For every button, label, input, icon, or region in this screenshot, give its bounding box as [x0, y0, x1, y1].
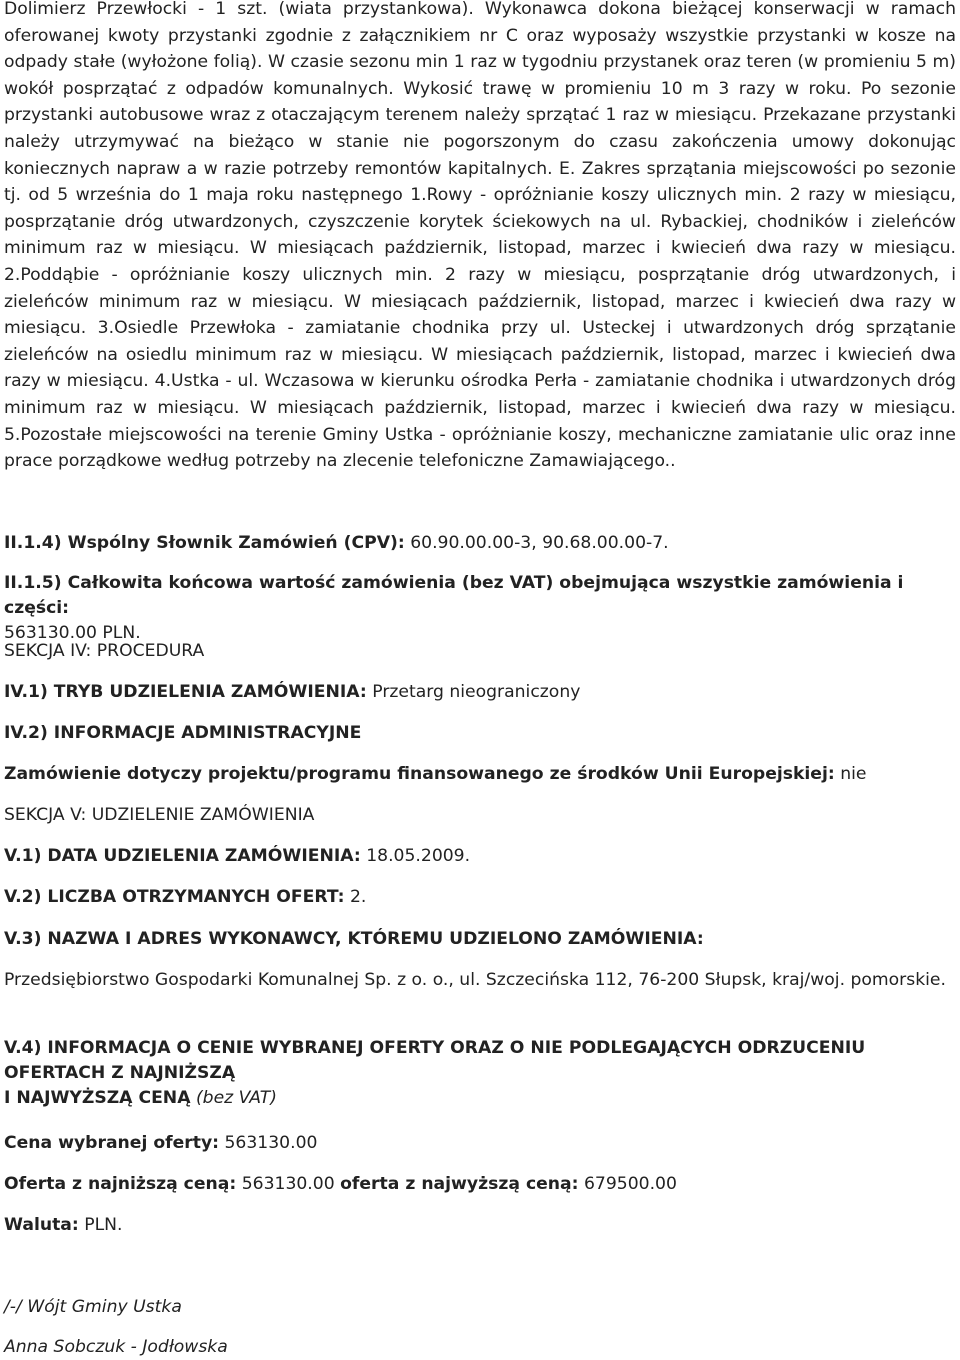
price-info-heading — [4, 1036, 956, 1111]
eu-funding-value: nie — [834, 764, 867, 784]
contractor-heading: V.3) NAZWA I ADRES WYKONAWCY, KTÓREMU UDZIELONO ZAMÓWIENIA: — [4, 929, 704, 949]
offers-count-value: 2. — [344, 887, 367, 907]
eu-funding-line — [4, 762, 956, 787]
cpv-value: 60.90.00.00-3, 90.68.00.00-7. — [404, 533, 669, 553]
eu-funding-label: Zamówienie dotyczy projektu/programu finansowanego ze środków Unii Europejskiej: — [4, 764, 835, 784]
cpv-label: II.1.4) Wspólny Słownik Zamówień (CPV): — [4, 533, 405, 553]
section-iv-heading: SEKCJA IV: PROCEDURA — [4, 641, 205, 661]
signature-title: /-/ Wójt Gminy Ustka — [4, 1297, 182, 1317]
highest-price-value: 679500.00 — [578, 1174, 677, 1194]
cpv-line — [4, 531, 956, 556]
currency-label: Waluta: — [4, 1215, 79, 1235]
admin-info-heading: IV.2) INFORMACJE ADMINISTRACYJNE — [4, 723, 362, 743]
price-info-line2: I NAJWYŻSZĄ CENĄ — [4, 1088, 191, 1108]
lowest-highest-line — [4, 1172, 956, 1197]
currency-line — [4, 1213, 956, 1238]
price-info-vat-note: (bez VAT) — [190, 1088, 277, 1108]
highest-price-label: oferta z najwyższą ceną: — [340, 1174, 579, 1194]
offers-count-line — [4, 885, 956, 910]
offers-count-label: V.2) LICZBA OTRZYMANYCH OFERT: — [4, 887, 345, 907]
lowest-price-label: Oferta z najniższą ceną: — [4, 1174, 237, 1194]
procedure-label: IV.1) TRYB UDZIELENIA ZAMÓWIENIA: — [4, 682, 367, 702]
award-date-line — [4, 844, 956, 869]
intro-paragraph: Dolimierz Przewłocki - 1 szt. (wiata przystankowa). Wykonawca dokona bieżącej konserwacji w ramach oferowanej kwoty przystanki zgodnie z załącznikiem nr C oraz wyposaży wszystkie przystanki w kosze na odpady stałe (wyłożone folią). W czasie sezonu min 1 raz w tygodniu przystanek oraz teren (w promieniu 5 m) wokół posprzątać z odpadów komunalnych. Wykosić trawę w promieniu 10 m 3 razy w roku. Po sezonie przystanki autobusowe wraz z otaczającym terenem należy sprzątać 1 raz w miesiącu. Przekazane przystanki należy utrzymywać na bieżąco w stanie nie pogorszonym do czasu zakończenia umowy dokonując koniecznych napraw a w razie potrzeby remontów kapitalnych. E. Zakres sprzątania miejscowości po sezonie tj. od 5 września do 1 maja roku następnego 1.Rowy - opróżnianie koszy ulicznych min. 2 razy w miesiącu, posprzątanie dróg utwardzonych, czyszczenie korytek ściekowych na ul. Rybackiej, chodników i zieleńców minimum raz w miesiącu. W miesiącach październik, listopad, marzec i kwiecień dwa razy w miesiącu. 2.Poddąbie - opróżnianie koszy ulicznych min. 2 razy w miesiącu, posprzątanie dróg utwardzonych, i zieleńców minimum raz w miesiącu. W miesiącach październik, listopad, marzec i kwiecień dwa razy w miesiącu. 3.Osiedle Przewłoka - zamiatanie chodnika przy ul. Usteckej i utwardzonych dróg sprzątanie zieleńców na osiedlu minimum raz w miesiącu. W miesiącach październik, listopad, marzec i kwiecień dwa razy w miesiącu. 4.Ustka - ul. Wczasowa w kierunku ośrodka Perła - zamiatanie chodnika i utwardzonych dróg minimum raz w miesiącu. W miesiącach październik, listopad, marzec i kwiecień dwa razy w miesiącu. 5.Pozostałe miejscowości na terenie Gminy Ustka - opróżnianie koszy, mechaniczne zamiatanie ulic oraz inne prace porządkowe według potrzeby na zlecenie telefoniczne Zamawiającego.. — [4, 0, 956, 472]
selected-price-line — [4, 1131, 956, 1156]
award-date-value: 18.05.2009. — [360, 846, 471, 866]
total-value-line — [4, 571, 956, 646]
currency-value: PLN. — [78, 1215, 123, 1235]
selected-price-label: Cena wybranej oferty: — [4, 1133, 220, 1153]
signature-name: Anna Sobczuk - Jodłowska — [4, 1337, 228, 1357]
procedure-value: Przetarg nieograniczony — [366, 682, 581, 702]
total-value-label: II.1.5) Całkowita końcowa wartość zamówienia (bez VAT) obejmująca wszystkie zamówienia i części: — [4, 573, 904, 618]
award-date-label: V.1) DATA UDZIELENIA ZAMÓWIENIA: — [4, 846, 361, 866]
price-info-line1: V.4) INFORMACJA O CENIE WYBRANEJ OFERTY ORAZ O NIE PODLEGAJĄCYCH ODRZUCENIU OFERTACH Z NAJNIŻSZĄ — [4, 1038, 866, 1083]
selected-price-value: 563130.00 — [219, 1133, 318, 1153]
section-v-heading: SEKCJA V: UDZIELENIE ZAMÓWIENIA — [4, 805, 315, 825]
procedure-line — [4, 680, 956, 705]
total-value-amount: 563130.00 PLN. — [4, 623, 141, 643]
contractor-text: Przedsiębiorstwo Gospodarki Komunalnej Sp. z o. o., ul. Szczecińska 112, 76-200 Słupsk, kraj/woj. pomorskie. — [4, 970, 946, 990]
lowest-price-value: 563130.00 — [236, 1174, 341, 1194]
